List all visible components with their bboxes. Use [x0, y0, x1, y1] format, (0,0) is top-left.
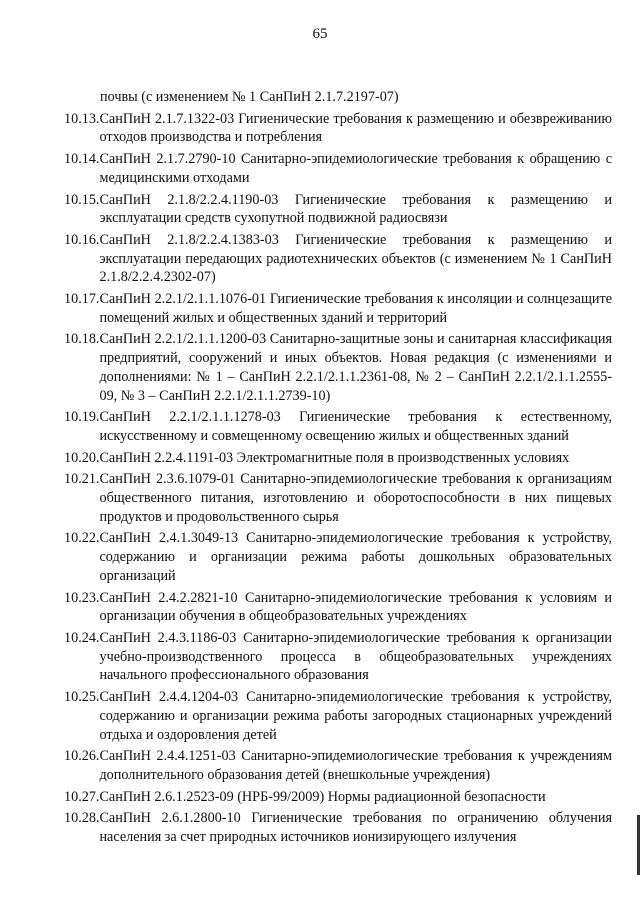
item-number: 10.27. [64, 788, 100, 805]
item-number: 10.18. [64, 331, 100, 348]
item-text: СанПиН 2.4.1.3049-13 Санитарно-эпидемиологические требования к устройству, содержанию и организации режима работы дошкольных образовательных организаций [99, 530, 612, 584]
item-text: СанПиН 2.6.1.2523-09 (НРБ-99/2009) Нормы радиационной безопасности [99, 788, 546, 805]
item-number: 10.14. [64, 151, 100, 168]
list-item [64, 449, 612, 468]
continuation-text: почвы (с изменением № 1 СанПиН 2.1.7.2197-07) [100, 89, 399, 105]
list-item [64, 408, 612, 445]
list-item [64, 110, 612, 147]
list-item [64, 150, 612, 187]
list-item [64, 191, 612, 228]
item-text: СанПиН 2.1.8/2.2.4.1190-03 Гигиенические требования к размещению и эксплуатации средств сухопутной подвижной радиосвязи [99, 191, 612, 227]
item-number: 10.16. [64, 231, 100, 248]
item-text: СанПиН 2.1.7.2790-10 Санитарно-эпидемиологические требования к обращению с медицинскими отходами [99, 151, 612, 186]
item-number: 10.23. [64, 589, 100, 606]
item-text: СанПиН 2.1.7.1322-03 Гигиенические требования к размещению и обезвреживанию отходов производства и потребления [99, 110, 612, 146]
item-number: 10.25. [64, 689, 100, 706]
list-item [64, 688, 612, 744]
list-item [64, 809, 612, 846]
list-item [64, 589, 612, 626]
list-item [64, 470, 612, 526]
item-number: 10.22. [64, 530, 100, 547]
item-number: 10.13. [64, 110, 100, 127]
item-text: СанПиН 2.4.4.1251-03 Санитарно-эпидемиологические требования к учреждениям дополнительного образования детей (внешкольные учреждения) [99, 748, 612, 783]
page-number: 65 [312, 26, 328, 42]
item-number: 10.21. [64, 471, 100, 488]
item-text: СанПиН 2.3.6.1079-01 Санитарно-эпидемиологические требования к организациям общественного питания, изготовлению и оборотоспособности в них пищевых продуктов и продовольственного сырья [99, 471, 612, 525]
item-text: СанПиН 2.2.1/2.1.1.1200-03 Санитарно-защитные зоны и санитарная классификация предприятий, сооружений и иных объектов. Новая редакция (с изменениями и дополнениями: № 1 – СанПиН 2.2.1/2.1.1.2361-08, № 2 – СанПиН 2.2.1/2.1.1.2555-09, № 3 – СанПиН 2.2.1/2.1.1.2739-10) [99, 331, 612, 404]
item-number: 10.19. [64, 409, 100, 426]
list-item [64, 529, 612, 585]
item-text: СанПиН 2.2.1/2.1.1.1076-01 Гигиенические требования к инсоляции и солнцезащите помещений жилых и общественных зданий и территорий [99, 291, 612, 326]
item-number: 10.24. [64, 629, 100, 646]
list-item [64, 231, 612, 287]
item-text: СанПиН 2.2.1/2.1.1.1278-03 Гигиенические требования к естественному, искусственному и совмещенному освещению жилых и общественных зданий [99, 409, 612, 444]
list-item [64, 788, 612, 807]
list-item [64, 629, 612, 685]
item-number: 10.15. [64, 191, 100, 208]
item-text: СанПиН 2.2.4.1191-03 Электромагнитные поля в производственных условиях [99, 449, 570, 466]
list-item [64, 290, 612, 327]
item-text: СанПиН 2.1.8/2.2.4.1383-03 Гигиенические требования к размещению и эксплуатации передающих радиотехнических объектов (с изменением № 1 СанПиН 2.1.8/2.2.4.2302-07) [99, 231, 612, 286]
item-text: СанПиН 2.4.2.2821-10 Санитарно-эпидемиологические требования к условиям и организации обучения в общеобразовательных учреждениях [99, 589, 612, 625]
item-text: СанПиН 2.6.1.2800-10 Гигиенические требования по ограничению облучения населения за счет природных источников ионизирующего излучения [99, 810, 612, 846]
item-text: СанПиН 2.4.3.1186-03 Санитарно-эпидемиологические требования к организации учебно-производственного процесса в общеобразовательных учреждениях начального профессионального образования [99, 629, 612, 684]
item-text: СанПиН 2.4.4.1204-03 Санитарно-эпидемиологические требования к устройству, содержанию и организации режима работы загородных стационарных учреждений отдыха и оздоровления детей [99, 689, 612, 743]
list-item [64, 747, 612, 784]
item-number: 10.26. [64, 748, 100, 765]
list-item [64, 330, 612, 405]
item-number: 10.28. [64, 810, 100, 827]
item-number: 10.20. [64, 449, 100, 466]
document-body [64, 88, 612, 850]
item-number: 10.17. [64, 291, 100, 308]
